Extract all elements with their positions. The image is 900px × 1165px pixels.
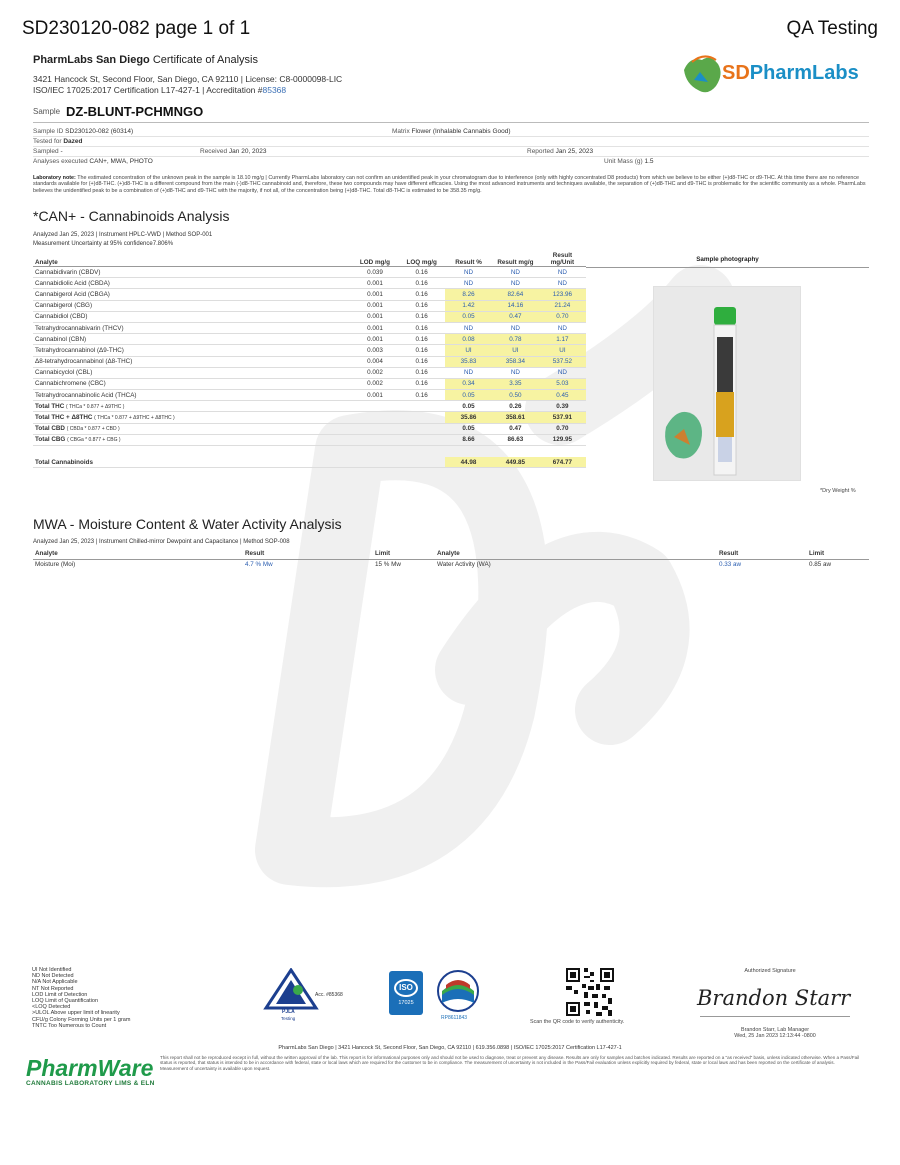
- sample-id: Sample ID SD230120-082 (60314): [33, 128, 134, 135]
- table-cell: 0.26: [492, 401, 539, 412]
- table-cell: 0.70: [539, 423, 586, 434]
- divider: [33, 146, 869, 147]
- legend-item: LOD Limit of Detection: [32, 991, 88, 998]
- table-row: [33, 300, 586, 311]
- table-cell: 0.001: [352, 289, 399, 300]
- table-cell: 0.05: [445, 401, 492, 412]
- col-analyte-2: Analyte: [435, 548, 717, 559]
- cell: Water Activity (WA): [437, 561, 491, 569]
- table-row: [33, 356, 586, 367]
- table-cell: 0.05: [445, 311, 492, 322]
- table-cell: UI: [445, 345, 492, 356]
- can-uncertainty: Measurement Uncertainty at 95% confidence7.806%: [33, 241, 174, 247]
- analyte-name: Cannabinol (CBN): [33, 334, 352, 345]
- total-label: Total CBG ( CBGa * 0.877 + CBG ): [33, 434, 352, 445]
- table-cell: ND: [445, 278, 492, 289]
- iso-badge-num: 17025: [398, 1000, 414, 1006]
- table-cell: 35.86: [445, 412, 492, 423]
- legend-item: NT Not Reported: [32, 985, 74, 992]
- table-cell: 0.039: [352, 267, 399, 278]
- disclaimer: This report shall not be reproduced except in full, without the written approval of the lab. This report is for informational purposes only and should not be used to diagnose, treat or prevent any disease. Results are only for samples and batches indicated. Results are reported on a "as received" basis, unless indicated otherwise. When a Pass/Fail status is reported, that status is intended to be in accordance with federal, state or local laws which are required for the customer to be in compliance. The measurement of uncertainty is not included in the Pass/Fail evaluation unless explicitly required by federal, state or local laws and has been reported on the certificate of analysis. Measurement of uncertainty is available upon request.: [160, 1055, 860, 1071]
- table-cell: [492, 446, 539, 457]
- total-row: [33, 434, 586, 445]
- table-cell: 674.77: [539, 457, 586, 468]
- table-cell: 0.002: [352, 367, 399, 378]
- table-cell: ND: [445, 322, 492, 333]
- table-cell: 5.03: [539, 378, 586, 389]
- table-cell: 0.001: [352, 300, 399, 311]
- table-cell: 0.34: [445, 378, 492, 389]
- address-line-1: 3421 Hancock St, Second Floor, San Diego, CA 92110 | License: C8-0000098-LIC: [33, 74, 343, 84]
- table-cell: 123.96: [539, 289, 586, 300]
- divider: [33, 156, 869, 157]
- table-cell: 0.16: [398, 356, 445, 367]
- total-row: [33, 423, 586, 434]
- table-cell: [539, 446, 586, 457]
- table-cell: [352, 446, 399, 457]
- table-cell: 1.42: [445, 300, 492, 311]
- cell: 0.33 aw: [719, 561, 742, 569]
- table-cell: 0.001: [352, 311, 399, 322]
- logo-text: SDPharmLabs: [722, 62, 859, 84]
- table-header-row: [33, 252, 586, 267]
- table-cell: ND: [492, 367, 539, 378]
- laboratory-note: Laboratory note: The estimated concentration of the unknown peak in the sample is 18.10 mg/g | Currently PharmLabs laboratory can not confirm an unidentified peak in your chromatogram due to interference (only with highly concentrated D8 products) from which we believe to be either (+)d8-THC or d9-THC. At this time there are no reference standards available for (+)d8-THC. (+)d8-THC is a different compound from the main (-)d8-THC cannabinoid and, therefore, these two compounds may have different efficacies. Using the most advanced instruments and techniques available, the separation of (+)d8-THC and d9-THC is problematic for the scientific community as a whole. PharmLabs believes the unidentified peak to be a combination of (+)d8-THC and d9-THC with the majority, if not all, of the concentration being (+)d8-THC. Total d8-THC is estimated to be 358.35 mg/g.: [33, 175, 866, 194]
- table-cell: 0.003: [352, 345, 399, 356]
- table-cell: [398, 401, 445, 412]
- pjla-sub: Testing: [281, 1016, 296, 1021]
- analyte-name: Cannabicyclol (CBL): [33, 367, 352, 378]
- legend-item: LOQ Limit of Quantification: [32, 998, 99, 1005]
- qr-code[interactable]: [564, 966, 616, 1018]
- unit-mass: Unit Mass (g) 1.5: [604, 158, 654, 165]
- analyte-name: Tetrahydrocannabinolic Acid (THCA): [33, 390, 352, 401]
- dry-weight-note: *Dry Weight %: [820, 488, 856, 494]
- table-row: [33, 390, 586, 401]
- table-cell: 0.16: [398, 289, 445, 300]
- table-cell: 0.16: [398, 378, 445, 389]
- table-cell: 0.16: [398, 267, 445, 278]
- matrix: Matrix Flower (Inhalable Cannabis Good): [392, 128, 511, 135]
- page-id-title: SD230120-082 page 1 of 1: [22, 18, 251, 39]
- table-cell: [352, 457, 399, 468]
- col-result-pct: Result %: [445, 252, 492, 267]
- table-row: [33, 322, 586, 333]
- table-cell: 0.16: [398, 278, 445, 289]
- table-cell: 0.78: [492, 334, 539, 345]
- total-label: Total CBD ( CBDa * 0.877 + CBD ): [33, 423, 352, 434]
- col-lod: LOD mg/g: [352, 252, 399, 267]
- spacer-row: [33, 446, 586, 457]
- table-cell: 14.16: [492, 300, 539, 311]
- table-cell: ND: [539, 267, 586, 278]
- table-cell: 0.16: [398, 390, 445, 401]
- table-cell: 0.16: [398, 345, 445, 356]
- col-analyte: Analyte: [33, 252, 352, 267]
- table-cell: 0.16: [398, 334, 445, 345]
- table-cell: 0.45: [539, 390, 586, 401]
- address-line-2: ISO/IEC 17025:2017 Certification L17-427-1 | Accreditation #85368: [33, 85, 287, 95]
- pjla-acc: Acc. #85368: [315, 992, 343, 998]
- signer-name: Brandon Starr, Lab Manager: [740, 1027, 810, 1033]
- table-cell: [398, 423, 445, 434]
- table-cell: 537.52: [539, 356, 586, 367]
- table-cell: ND: [492, 322, 539, 333]
- table-cell: [398, 434, 445, 445]
- pharmware-logo: PharmWare: [26, 1055, 154, 1081]
- analyte-name: Tetrahydrocannabinol (Δ9-THC): [33, 345, 352, 356]
- cannabinoids-table: [33, 252, 586, 468]
- received: Received Jan 20, 2023: [200, 148, 267, 155]
- table-cell: ND: [539, 278, 586, 289]
- mwa-section-title: MWA - Moisture Content & Water Activity Analysis: [33, 516, 342, 532]
- qr-caption: Scan the QR code to verify authenticity.: [530, 1019, 625, 1025]
- table-cell: 0.47: [492, 423, 539, 434]
- table-cell: [352, 412, 399, 423]
- table-cell: ND: [492, 267, 539, 278]
- pre-roll-tube-image: [654, 287, 801, 481]
- analyte-name: Δ8-tetrahydrocannabinol (Δ8-THC): [33, 356, 352, 367]
- iso-badge-label: ISO: [394, 979, 418, 997]
- lab-header: [33, 54, 258, 66]
- table-cell: 0.001: [352, 322, 399, 333]
- doc-title: Certificate of Analysis: [152, 54, 258, 66]
- tested-for: Tested for Dazed: [33, 138, 83, 145]
- analyte-name: Cannabidiolic Acid (CBDA): [33, 278, 352, 289]
- table-cell: 44.98: [445, 457, 492, 468]
- table-row: [33, 559, 869, 570]
- table-cell: ND: [445, 267, 492, 278]
- divider: [33, 122, 869, 123]
- sample-photo: [653, 286, 801, 481]
- table-cell: 0.05: [445, 390, 492, 401]
- abbreviation-legend: [32, 967, 130, 1029]
- analyte-name: Tetrahydrocannabivarin (THCV): [33, 322, 352, 333]
- pjla-text: PJLA: [282, 1009, 295, 1015]
- legend-item: N/A Not Applicable: [32, 979, 78, 986]
- table-row: [33, 267, 586, 278]
- table-cell: 358.34: [492, 356, 539, 367]
- table-cell: 86.63: [492, 434, 539, 445]
- col-result-mgg: Result mg/g: [492, 252, 539, 267]
- table-cell: UI: [539, 345, 586, 356]
- table-cell: 0.70: [539, 311, 586, 322]
- legend-item: >ULOL Above upper limit of linearity: [32, 1010, 120, 1017]
- table-cell: 0.16: [398, 311, 445, 322]
- table-cell: [352, 401, 399, 412]
- table-cell: 3.35: [492, 378, 539, 389]
- mwa-analyzed-info: Analyzed Jan 25, 2023 | Instrument Chilled-mirror Dewpoint and Capacitance | Method SOP-008: [33, 539, 290, 545]
- cannabinoids-table-body: [33, 267, 586, 468]
- accreditation-link[interactable]: 85368: [262, 85, 287, 95]
- total-label: Total Cannabinoids: [33, 457, 352, 468]
- table-cell: UI: [492, 345, 539, 356]
- total-label: Total THC + Δ8THC ( THCa * 0.877 + Δ9THC + Δ8THC ): [33, 412, 352, 423]
- table-cell: 0.05: [445, 423, 492, 434]
- table-cell: 0.16: [398, 300, 445, 311]
- table-cell: [352, 434, 399, 445]
- divider: [33, 136, 869, 137]
- table-cell: ND: [445, 367, 492, 378]
- sample-label: Sample: [33, 107, 61, 116]
- footer-address: PharmLabs San Diego | 3421 Hancock St, Second Floor, San Diego, CA 92110 | 619.356.0898 | ISO/IEC 17025:2017 Certification L17-427-1: [278, 1045, 622, 1051]
- table-cell: 35.83: [445, 356, 492, 367]
- table-cell: [398, 446, 445, 457]
- analyte-name: Cannabigerol (CBG): [33, 300, 352, 311]
- table-cell: 0.001: [352, 334, 399, 345]
- mwa-table: [33, 548, 869, 570]
- table-cell: 0.001: [352, 278, 399, 289]
- sampled: Sampled -: [33, 148, 63, 155]
- table-row: [33, 278, 586, 289]
- table-cell: 129.95: [539, 434, 586, 445]
- table-cell: 0.47: [492, 311, 539, 322]
- legend-item: <LOQ Detected: [32, 1004, 71, 1011]
- sample-name: DZ-BLUNT-PCHMNGO: [66, 104, 204, 119]
- table-cell: 0.001: [352, 390, 399, 401]
- reported: Reported Jan 25, 2023: [527, 148, 594, 155]
- table-cell: 8.66: [445, 434, 492, 445]
- table-cell: [33, 446, 352, 457]
- signer-info: [700, 1027, 850, 1039]
- doc-type-title: QA Testing: [786, 18, 878, 39]
- table-header-row: [33, 548, 869, 559]
- rp-code: RP8611843: [441, 1015, 468, 1021]
- total-row: [33, 401, 586, 412]
- col-limit-2: Limit: [807, 548, 869, 559]
- analyte-name: Cannabichromene (CBC): [33, 378, 352, 389]
- total-label: Total THC ( THCa * 0.877 + Δ9THC ): [33, 401, 352, 412]
- table-cell: 0.08: [445, 334, 492, 345]
- table-cell: 0.16: [398, 322, 445, 333]
- legend-item: UI Not Identified: [32, 967, 72, 973]
- col-result-mgunit: Result mg/Unit: [539, 252, 586, 267]
- table-row: [33, 367, 586, 378]
- rp-logo: [436, 969, 480, 1013]
- can-analyzed-info: Analyzed Jan 25, 2023 | Instrument HPLC-VWD | Method SOP-001: [33, 232, 213, 238]
- pharmware-tagline: CANNABIS LABORATORY LIMS & ELN: [26, 1080, 155, 1087]
- table-cell: 8.26: [445, 289, 492, 300]
- sample-photography-header: Sample photography: [586, 254, 869, 268]
- table-row: [33, 378, 586, 389]
- col-analyte: Analyte: [33, 548, 243, 559]
- table-row: [33, 334, 586, 345]
- table-cell: [445, 446, 492, 457]
- table-cell: 0.39: [539, 401, 586, 412]
- table-cell: 537.91: [539, 412, 586, 423]
- analyte-name: Cannabidivarin (CBDV): [33, 267, 352, 278]
- table-cell: 0.004: [352, 356, 399, 367]
- col-result-2: Result: [717, 548, 807, 559]
- lab-address: [33, 74, 342, 96]
- legend-item: CFU/g Colony Forming Units per 1 gram: [32, 1016, 131, 1023]
- table-cell: [352, 423, 399, 434]
- analyte-name: Cannabidiol (CBD): [33, 311, 352, 322]
- col-result: Result: [243, 548, 373, 559]
- table-cell: [398, 412, 445, 423]
- table-row: [33, 345, 586, 356]
- analyte-name: Cannabigerol Acid (CBGA): [33, 289, 352, 300]
- table-cell: 82.64: [492, 289, 539, 300]
- legend-item: TNTC Too Numerous to Count: [32, 1022, 107, 1029]
- table-cell: 21.24: [539, 300, 586, 311]
- col-loq: LOQ mg/g: [398, 252, 445, 267]
- table-cell: 358.61: [492, 412, 539, 423]
- total-row: [33, 412, 586, 423]
- cell: 15 % Mw: [375, 561, 401, 569]
- cell: 4.7 % Mw: [245, 561, 273, 569]
- table-row: [33, 311, 586, 322]
- table-cell: 0.50: [492, 390, 539, 401]
- col-limit: Limit: [373, 548, 435, 559]
- iso-badge: [389, 971, 423, 1015]
- can-section-title: *CAN+ - Cannabinoids Analysis: [33, 208, 230, 224]
- total-cannabinoids-row: [33, 457, 586, 468]
- signature: Brandon Starr: [697, 986, 851, 1010]
- table-cell: ND: [492, 278, 539, 289]
- cell: 0.85 aw: [809, 561, 832, 569]
- table-row: [33, 289, 586, 300]
- table-cell: 1.17: [539, 334, 586, 345]
- analyses-executed: Analyses executed CAN+, MWA, PHOTO: [33, 158, 153, 165]
- table-cell: ND: [539, 367, 586, 378]
- sign-date: Wed, 25 Jan 2023 12:13:44 -0800: [734, 1033, 816, 1040]
- table-cell: 449.85: [492, 457, 539, 468]
- signature-line: [700, 1016, 850, 1017]
- table-cell: 0.16: [398, 367, 445, 378]
- legend-item: ND Not Detected: [32, 973, 74, 980]
- table-cell: 0.002: [352, 378, 399, 389]
- signature-title: Authorized Signature: [744, 968, 796, 974]
- table-cell: ND: [539, 322, 586, 333]
- lab-name: PharmLabs San Diego: [33, 54, 150, 66]
- table-cell: [398, 457, 445, 468]
- cell: Moisture (Moi): [35, 561, 76, 569]
